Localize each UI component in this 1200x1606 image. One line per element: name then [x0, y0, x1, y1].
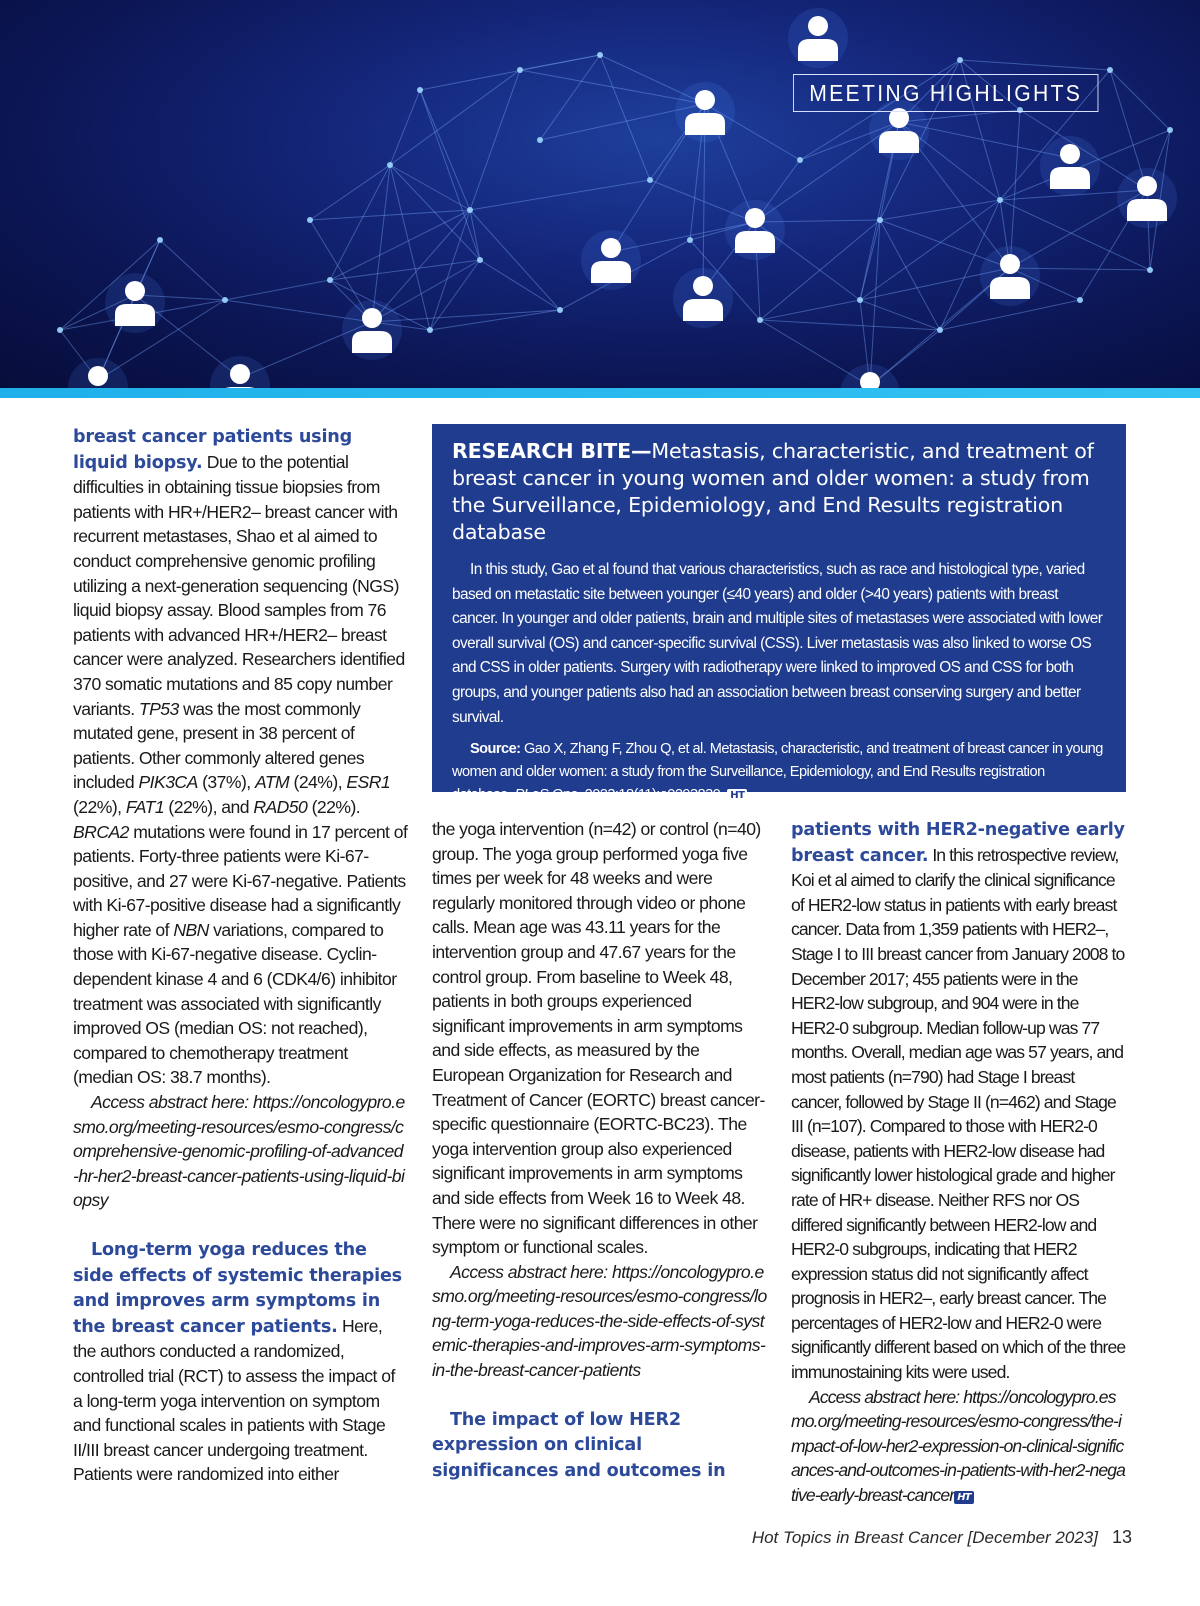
ht-badge-icon: HT [727, 789, 747, 802]
article-text: (24%), [289, 772, 347, 793]
network-node [57, 327, 63, 333]
article-text: mutations were found in 17 percent of patients. Forty-three patients were Ki-67-positive, and 27 were Ki-67-negative. Patients with Ki-67-positive disease had a significantly higher rate of [73, 821, 408, 940]
article-text: (22%), [73, 796, 126, 817]
network-node [307, 217, 313, 223]
access-abstract-link[interactable] [791, 1385, 1126, 1508]
her2-article [791, 817, 1126, 1385]
liquid-biopsy-article [73, 424, 408, 1090]
network-node [517, 67, 523, 73]
article-text: (22%). [307, 796, 361, 817]
column-3 [791, 817, 1126, 1508]
person-icon [68, 358, 128, 392]
gene-name: FAT1 [125, 796, 165, 817]
person-icon [788, 8, 848, 68]
network-node [957, 57, 963, 63]
access-abstract-link[interactable]: Access abstract here: https://oncologypro.esmo.org/meeting-resources/esmo-congress/long-term-yoga-reduces-the-side-effects-of-systemic-therapies-and-improves-arm-symptoms-in-the-breast-cancer-patients [432, 1261, 767, 1381]
footer-journal-title: Hot Topics in Breast Cancer [December 2023] [751, 1528, 1098, 1547]
person-icon [675, 82, 735, 142]
hero-banner [0, 0, 1200, 392]
research-bite-title [452, 438, 1106, 546]
column-2 [432, 817, 767, 1483]
network-node [427, 327, 433, 333]
source-label: Source: [470, 741, 521, 758]
ht-badge-icon: HT [954, 1491, 973, 1504]
gene-name: BRCA2 [73, 821, 129, 842]
article-text: (37%), [197, 772, 255, 793]
article-text: Here, the authors conducted a randomized, controlled trial (RCT) to assess the impact of a long-term yoga intervention on symptom and functional scales in patients with Stage II/III breast cancer undergoing treatment. Patients were randomized into either [73, 1315, 395, 1485]
person-icon [342, 300, 402, 360]
research-bite-heading-text: Metastasis, characteristic, and treatment of breast cancer in young women and older women: a study from the Surveillance, Epidemiology, and End Results registration database [452, 439, 1094, 544]
gene-name: RAD50 [253, 796, 308, 817]
page-number: 13 [1111, 1527, 1132, 1547]
article-lead-heading: patients with HER2-negative early breast cancer. [791, 820, 1125, 866]
network-node [857, 297, 863, 303]
research-bite-box [432, 424, 1126, 804]
article-text: In this retrospective review, Koi et al aimed to clarify the clinical significance of HER2-low status in patients with early breast cancer. Data from 1,359 patients with HER2–, Stage I to III breast cancer from January 2008 to December 2017; 455 patients were in the HER2-low subgroup, and 904 were in the HER2-0 subgroup. Median follow-up was 77 months. Overall, median age was 57 years, and most patients (n=790) had Stage I breast cancer, followed by Stage II (n=462) and Stage III (n=107). Compared to those with HER2-0 disease, patients with HER2-low disease had significantly lower histological grade and higher rate of HR+ disease. Neither RFS nor OS differed significantly between HER2-low and HER2-0 subgroups, indicating that HER2 expression status did not significantly affect prognosis in HER2–, early breast cancer. The percentages of HER2-low and HER2-0 were significantly different based on which of the three immunostaining kits were used. [791, 844, 1126, 1383]
network-node [557, 307, 563, 313]
gene-name: ESR1 [346, 772, 391, 793]
network-node [757, 317, 763, 323]
access-abstract-link[interactable]: Access abstract here: https://oncologypro.esmo.org/meeting-resources/esmo-congress/comprehensive-genomic-profiling-of-advanced-hr-her2-breast-cancer-patients-using-liquid-biopsy [73, 1092, 405, 1211]
person-icon [1117, 168, 1177, 228]
person-icon [581, 230, 641, 290]
network-node [467, 207, 473, 213]
gene-name: NBN [173, 919, 209, 940]
network-node [477, 257, 483, 263]
research-bite-source [452, 738, 1106, 807]
source-journal: PLoS One [514, 787, 578, 804]
source-citation: . 2023;18(11):e0293830. [577, 787, 724, 804]
research-bite-body: In this study, Gao et al found that various characteristics, such as race and histological type, varied based on metastatic site between younger (≤40 years) and older (>40 years) patients with breast cancer. In younger and older patients, brain and multiple sites of metastases were associated with lower overall survival (OS) and cancer-specific survival (CSS). Liver metastasis was also linked to worse OS and CSS in older patients. Surgery with radiotherapy were linked to improved OS and CSS for both groups, and younger patients also had an association between breast conserving surgery and better survival. [452, 561, 1103, 726]
gene-name: PIK3CA [138, 772, 198, 793]
article-text: (22%), and [164, 796, 254, 817]
column-1 [73, 424, 408, 1487]
network-illustration [0, 0, 1200, 392]
yoga-article [73, 1237, 408, 1487]
network-node [387, 162, 393, 168]
research-bite-label: RESEARCH BITE— [452, 439, 652, 463]
person-icon [105, 273, 165, 333]
article-lead-heading: breast cancer patients using liquid biopsy. [73, 427, 352, 473]
gene-name: ATM [254, 772, 290, 793]
article-text: Due to the potential difficulties in obtaining tissue biopsies from patients with HR+/HER2– breast cancer with recurrent metastases, Shao et al aimed to conduct comprehensive genomic profiling utilizing a next-generation sequencing (NGS) liquid biopsy assay. Blood samples from 76 patients with advanced HR+/HER2– breast cancer were analyzed. Researchers identified 370 somatic mutations and 85 copy number variants. [73, 451, 405, 719]
network-node [1167, 127, 1173, 133]
section-label: MEETING HIGHLIGHTS [793, 74, 1098, 112]
article-lead-heading: The impact of low HER2 expression on clinical significances and outcomes in [432, 1409, 726, 1481]
source-text: Gao X, Zhang F, Zhou Q, et al. Metastasis, characteristic, and treatment of breast cancer in young women and older women: a study from the Surveillance, Epidemiology, and End Results registration database. [452, 741, 1103, 804]
person-icon [1040, 136, 1100, 196]
page-footer [752, 1527, 1132, 1548]
network-node [417, 87, 423, 93]
network-node [327, 277, 333, 283]
article-text: variations, compared to those with Ki-67-negative disease. Cyclin-dependent kinase 4 and 6 (CDK4/6) inhibitor treatment was associated with significantly improved OS (median OS: not reached), compared to chemotherapy treatment (median OS: 38.7 months). [73, 919, 397, 1088]
person-icon [980, 246, 1040, 306]
access-abstract-url[interactable]: Access abstract here: https://oncologypro.esmo.org/meeting-resources/esmo-congress/the-impact-of-low-her2-expression-on-clinical-significances-and-outcomes-in-patients-with-her2-negative-early-breast-cancer [791, 1386, 1126, 1506]
network-node [597, 52, 603, 58]
network-node [687, 237, 693, 243]
gene-name: TP53 [138, 698, 179, 719]
network-node [797, 157, 803, 163]
article-lead-heading: Long-term yoga reduces the side effects of systemic therapies and improves arm symptoms in the breast cancer patients. [73, 1240, 402, 1337]
her2-article-heading [432, 1407, 767, 1484]
hero-divider-stripe [0, 388, 1200, 398]
network-node [647, 177, 653, 183]
person-icon [725, 200, 785, 260]
network-node [157, 237, 163, 243]
yoga-article-continued: the yoga intervention (n=42) or control (n=40) group. The yoga group performed yoga five times per week for 48 weeks and were regularly monitored through video or phone calls. Mean age was 43.11 years for the intervention group and 47.67 years for the control group. From baseline to Week 48, patients in both groups experienced significant improvements in arm symptoms and side effects, as measured by the European Organization for Research and Treatment of Cancer (EORTC) breast cancer-specific questionnaire (EORTC-BC23). The yoga intervention group also experienced significant improvements in arm symptoms and side effects from Week 16 to Week 48. There were no significant differences in other symptom or functional scales. [432, 819, 765, 1258]
network-node [537, 137, 543, 143]
network-node [877, 217, 883, 223]
article-text: was the most commonly mutated gene, present in 38 percent of patients. Other commonly altered genes included [73, 698, 365, 793]
network-node [222, 297, 228, 303]
person-icon [673, 268, 733, 328]
network-node [1107, 67, 1113, 73]
network-node [997, 197, 1003, 203]
network-node [1147, 267, 1153, 273]
network-node [1077, 297, 1083, 303]
network-node [937, 327, 943, 333]
